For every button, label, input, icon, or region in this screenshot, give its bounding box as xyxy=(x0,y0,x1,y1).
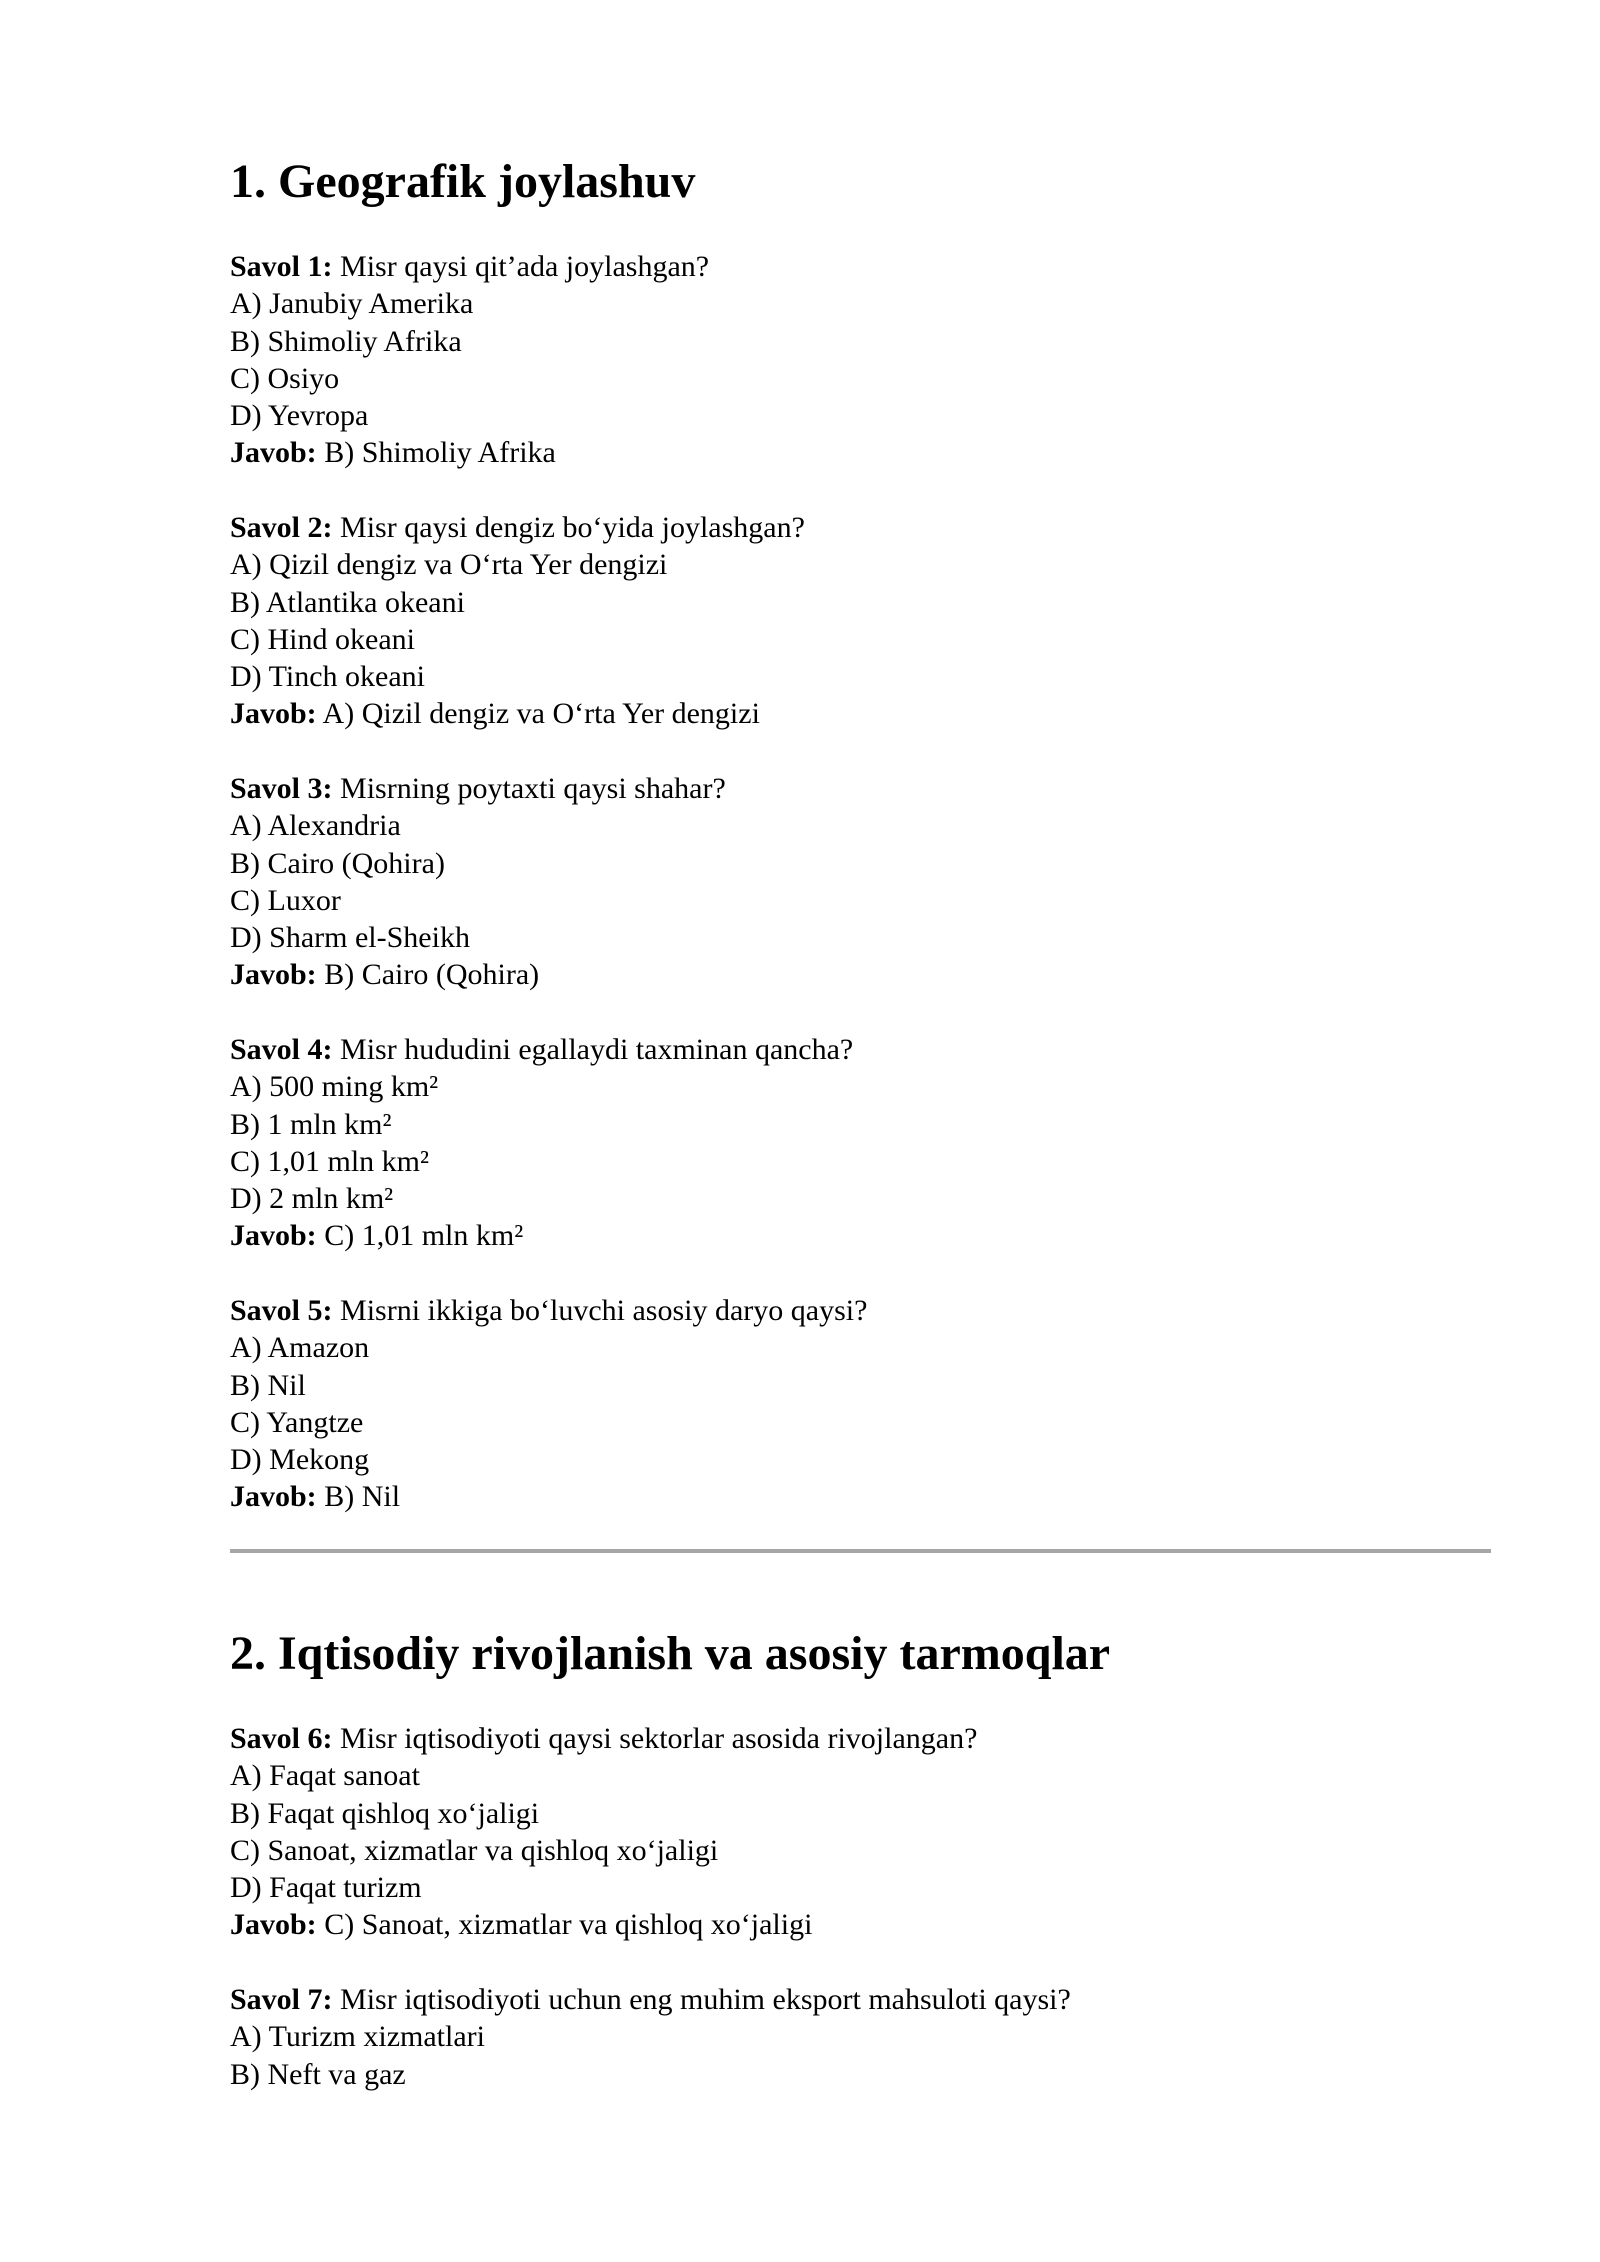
option: B) Neft va gaz xyxy=(230,2057,406,2091)
question-line xyxy=(230,1981,1071,2018)
answer-label: Javob: xyxy=(230,1480,317,1514)
option: B) Shimoliy Afrika xyxy=(230,324,462,358)
question-line xyxy=(230,509,805,546)
question-block xyxy=(230,1981,1071,2093)
question-block xyxy=(230,509,805,733)
section-divider xyxy=(230,1549,1491,1553)
option: D) Mekong xyxy=(230,1443,370,1477)
answer-line xyxy=(230,695,805,732)
answer-text: B) Cairo (Qohira) xyxy=(324,958,540,992)
answer-text: A) Qizil dengiz va O‘rta Yer dengizi xyxy=(322,697,760,731)
answer-line xyxy=(230,1478,867,1515)
option: D) Sharm el-Sheikh xyxy=(230,921,470,955)
section-title: 1. Geografik joylashuv xyxy=(230,155,696,208)
option: A) Alexandria xyxy=(230,809,401,843)
question-block xyxy=(230,1720,977,1944)
question-label: Savol 3: xyxy=(230,772,333,805)
question-label: Savol 5: xyxy=(230,1294,333,1327)
question-block xyxy=(230,248,709,472)
option: C) 1,01 mln km² xyxy=(230,1144,429,1178)
question-label: Savol 6: xyxy=(230,1722,333,1755)
option: C) Hind okeani xyxy=(230,622,415,656)
question-label: Savol 1: xyxy=(230,250,333,283)
option: D) Yevropa xyxy=(230,399,369,433)
answer-label: Javob: xyxy=(230,958,317,992)
option: B) Atlantika okeani xyxy=(230,585,465,619)
option: B) 1 mln km² xyxy=(230,1107,392,1141)
question-text: Misrni ikkiga bo‘luvchi asosiy daryo qaysi? xyxy=(340,1294,868,1327)
answer-text: C) 1,01 mln km² xyxy=(324,1219,524,1253)
answer-text: B) Shimoliy Afrika xyxy=(324,436,556,470)
question-block xyxy=(230,1031,853,1255)
option: B) Faqat qishloq xo‘jaligi xyxy=(230,1796,540,1830)
answer-line xyxy=(230,956,726,993)
question-line xyxy=(230,770,726,807)
option: A) Janubiy Amerika xyxy=(230,287,474,321)
question-block xyxy=(230,770,726,994)
option: A) Turizm xizmatlari xyxy=(230,2020,485,2054)
question-text: Misr qaysi dengiz bo‘yida joylashgan? xyxy=(340,511,805,544)
question-text: Misr qaysi qit’ada joylashgan? xyxy=(340,250,710,283)
answer-label: Javob: xyxy=(230,1908,317,1942)
option: C) Luxor xyxy=(230,883,341,917)
option: B) Nil xyxy=(230,1368,306,1402)
option: C) Osiyo xyxy=(230,361,340,395)
option: A) Faqat sanoat xyxy=(230,1759,420,1793)
answer-line xyxy=(230,1217,853,1254)
option: A) 500 ming km² xyxy=(230,1070,439,1104)
question-text: Misr iqtisodiyoti uchun eng muhim eksport mahsuloti qaysi? xyxy=(340,1983,1071,2016)
section-title: 2. Iqtisodiy rivojlanish va asosiy tarmoqlar xyxy=(230,1627,1111,1680)
answer-label: Javob: xyxy=(230,697,317,731)
question-line xyxy=(230,1292,867,1329)
option: B) Cairo (Qohira) xyxy=(230,846,445,880)
option: C) Yangtze xyxy=(230,1405,364,1439)
question-block xyxy=(230,1292,867,1516)
answer-text: B) Nil xyxy=(324,1480,401,1514)
question-line xyxy=(230,1720,977,1757)
option: A) Qizil dengiz va O‘rta Yer dengizi xyxy=(230,548,668,582)
option: D) 2 mln km² xyxy=(230,1182,394,1216)
answer-label: Javob: xyxy=(230,436,317,470)
answer-line xyxy=(230,434,709,471)
question-line xyxy=(230,248,709,285)
question-text: Misr iqtisodiyoti qaysi sektorlar asosida rivojlangan? xyxy=(340,1722,978,1755)
option: D) Faqat turizm xyxy=(230,1871,422,1905)
question-text: Misrning poytaxti qaysi shahar? xyxy=(340,772,726,805)
answer-line xyxy=(230,1906,977,1943)
question-text: Misr hududini egallaydi taxminan qancha? xyxy=(340,1033,854,1066)
answer-label: Javob: xyxy=(230,1219,317,1253)
option: A) Amazon xyxy=(230,1331,370,1365)
question-label: Savol 7: xyxy=(230,1983,333,2016)
option: D) Tinch okeani xyxy=(230,660,425,694)
question-label: Savol 2: xyxy=(230,511,333,544)
question-line xyxy=(230,1031,853,1068)
option: C) Sanoat, xizmatlar va qishloq xo‘jaligi xyxy=(230,1833,719,1867)
question-label: Savol 4: xyxy=(230,1033,333,1066)
answer-text: C) Sanoat, xizmatlar va qishloq xo‘jaligi xyxy=(324,1908,813,1942)
